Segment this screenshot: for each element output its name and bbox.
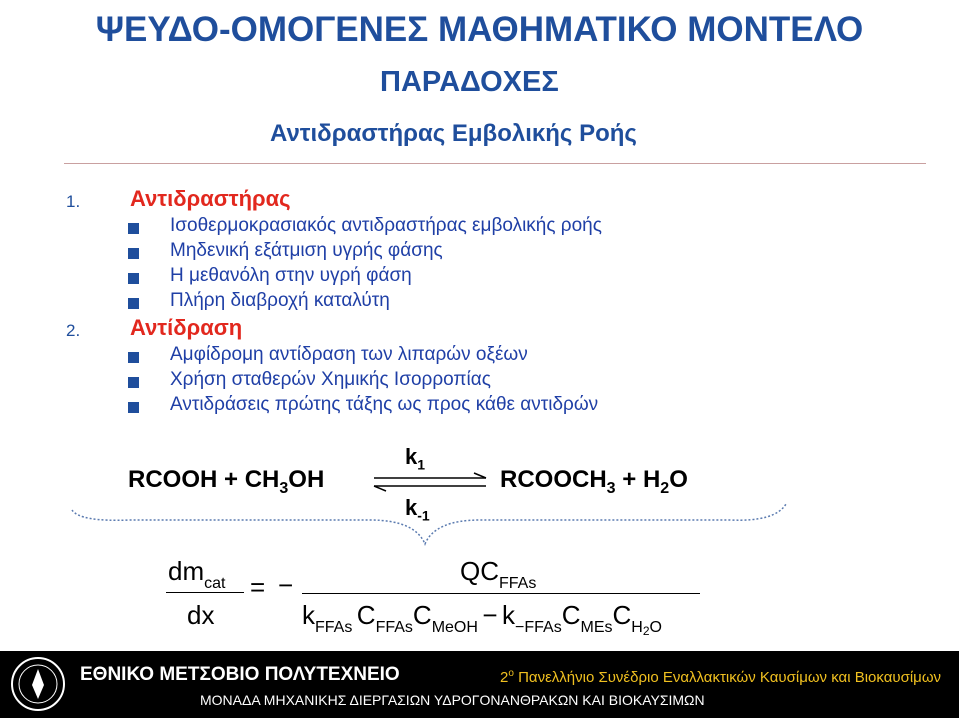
- lab-unit-name: ΜΟΝΑΔΑ ΜΗΧΑΝΙΚΗΣ ΔΙΕΡΓΑΣΙΩΝ ΥΔΡΟΓΟΝΑΝΘΡΑΚΩΝ ΚΑΙ ΒΙΟΚΑΥΣΙΜΩΝ: [200, 692, 705, 708]
- page-subtitle: ΠΑΡΑΔΟΧΕΣ: [380, 66, 559, 98]
- equilibrium-arrows-icon: [370, 472, 490, 492]
- conference-name: $2^o$ Πανελλήνιο Συνέδριο Εναλλακτικών Καυσίμων και Βιοκαυσίμων: [500, 668, 942, 686]
- forward-rate-constant: $k_1$: [405, 444, 426, 473]
- square-bullet-icon: [128, 298, 139, 309]
- list-item: Ισοθερμοκρασιακός αντιδραστήρας εμβολικής ροής: [170, 215, 602, 236]
- section-number: 1.: [66, 192, 81, 211]
- equals-sign: =: [250, 572, 266, 602]
- square-bullet-icon: [128, 402, 139, 413]
- square-bullet-icon: [128, 248, 139, 259]
- plus-sign: +: [224, 466, 239, 493]
- list-item: Χρήση σταθερών Χημικής Ισορροπίας: [170, 369, 491, 390]
- derivative-numerator: dmcat: [168, 556, 226, 592]
- square-bullet-icon: [128, 223, 139, 234]
- rate-expression: kFFAs CFFAsCMeOH − k−FFAsCMEsCH2O: [302, 600, 662, 638]
- reaction-reactants: [128, 466, 324, 498]
- university-name: ΕΘΝΙΚΟ ΜΕΤΣΟΒΙΟ ΠΟΛΥΤΕΧΝΕΙΟ: [80, 664, 400, 685]
- product-water: $H_2O$: [642, 466, 688, 497]
- section-heading: Αντίδραση: [130, 315, 243, 340]
- reaction-products: [500, 466, 688, 498]
- list-item: Αντιδράσεις πρώτης τάξης ως προς κάθε αντιδρών: [170, 394, 599, 415]
- page-subsubtitle: Αντιδραστήρας Εμβολικής Ροής: [270, 120, 637, 147]
- reactant-methanol: $CH_3OH$: [244, 466, 325, 497]
- fraction-bar: [166, 592, 244, 593]
- backward-rate-constant: $k_{-1}$: [405, 495, 430, 524]
- minus-sign: −: [278, 570, 294, 600]
- list-item: Πλήρη διαβροχή καταλύτη: [170, 290, 390, 311]
- university-seal-icon: [10, 655, 66, 713]
- fraction-bar: [302, 593, 700, 594]
- square-bullet-icon: [128, 352, 139, 363]
- square-bullet-icon: [128, 377, 139, 388]
- list-item: Η μεθανόλη στην υγρή φάση: [170, 265, 412, 286]
- product-ester: $RCOOCH_3$: [500, 466, 616, 497]
- plus-sign: +: [622, 466, 637, 493]
- list-item: Αμφίδρομη αντίδραση των λιπαρών οξέων: [170, 344, 528, 365]
- section-heading: Αντιδραστήρας: [130, 186, 291, 211]
- section-number: 2.: [66, 321, 81, 340]
- header-divider: [64, 163, 926, 164]
- square-bullet-icon: [128, 273, 139, 284]
- list-item: Μηδενική εξάτμιση υγρής φάσης: [170, 240, 443, 261]
- flow-numerator: QCFFAs: [460, 556, 537, 592]
- reactant-acid: RCOOH: [128, 466, 218, 493]
- curly-brace-icon: [70, 500, 790, 550]
- derivative-denominator: dx: [187, 600, 215, 630]
- page-title: ΨΕΥΔΟ-ΟΜΟΓΕΝΕΣ ΜΑΘΗΜΑΤΙΚΟ ΜΟΝΤΕΛΟ: [95, 10, 864, 49]
